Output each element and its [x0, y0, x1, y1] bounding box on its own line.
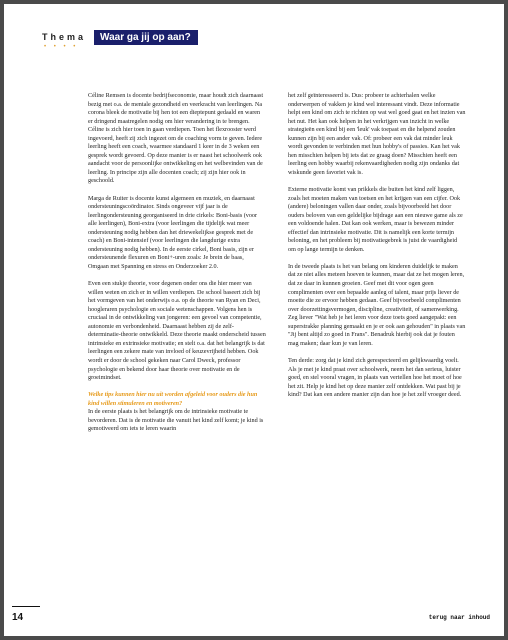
section-header [12, 26, 312, 50]
paragraph: In de tweede plaats is het van belang om kinderen duidelijk te maken dat ze niet alles meteen hoeven te kunnen, maar dat ze het mogen leren, dat ze daar in kunnen groeien. Geef met dit voor ogen geen complimenten over een bepaalde aanleg of talent, maar prijs liever de moeite die ze ervoor hebben gedaan. Geef bijvoorbeeld complimenten over doorzettingsvermogen, discipline, creativiteit, of samenwerking. Zeg liever "Wat heb je het leren voor deze toets goed aangepakt: een superstrakke planning gemaakt en je er ook aan gehouden" in plaats van "Jij bent altijd zo goed in Frans". Benadruk hierbij ook dat je fouten mag maken; daar kun je van leren. [288, 263, 466, 347]
section-label: Thema [42, 32, 87, 42]
section-dots: • • • • [44, 44, 79, 50]
paragraph: het zelf geïnteresseerd is. Dus: probeer te achterhalen welke onderwerpen of vakken je kind wel interessant vindt. Deze informatie helpt een kind om zich te richten op wat wel goed gaat en het inzien van het nut. Het kan ook helpen in het verkrijgen van inzicht in welke strategieën een kind bij een 'leuk' vak toepast en die helpend zouden kunnen zijn bij een ander vak. Of: probeer een vak dat minder leuk wordt gevonden te verbinden met hun hobby's of passies. Kan het vak hen misschien helpen bij iets dat ze graag doen? Misschien heeft een leerling een hobby waarbij rekenvaardigheden nodig zijn ondanks dat wiskunde geen favoriet vak is. [288, 93, 466, 176]
paragraph: Even een stukje theorie, voor degenen onder ons die hier meer van willen weten en zich er in willen verdiepen. De school baseert zich bij het vormgeven van het onderwijs o.a. op de theorie van Ryan en Deci, hoogleraren psychologie en sociale wetenschappen. Volgens hen is cruciaal in de ontwikkeling van jongeren: een gevoel van competentie, autonomie en verbondenheid. Daarnaast hebben zij de zelf-determinatie-theorie ontwikkeld. Deze theorie maakt onderscheid tussen intrinsieke en extrinsieke motivatie; en stelt o.a. dat het belangrijk is dat leerlingen een zekere mate van invloed of keuzevrijheid hebben. Ook wordt er door de school gekeken naar Carol Dweck, professor psychologie en bekend door haar theorie over motivatie en de groeimindset. [88, 281, 266, 382]
paragraph: In de eerste plaats is het belangrijk om de intrinsieke motivatie te bevorderen. Dat is de motivatie die vanuit het kind zelf komt; je kind is gemotiveerd om iets te leren waarin [88, 409, 264, 433]
left-column [88, 92, 266, 442]
page-number: 14 [12, 612, 24, 623]
highlight-question: Welke tips kunnen hier nu uit worden afgeleid voor ouders die hun kind willen stimuleren en motiveren? [88, 392, 258, 407]
paragraph: Marga de Ruiter is docente kunst algemeen en muziek, en daarnaast ondersteuningscoördinator. Sinds ongeveer vijf jaar is de leerlingondersteuning georganiseerd in drie cirkels: Boni-basis (voor alle leerlingen), Boni-extra (voor leerlingen die tijdelijk wat meer ondersteuning nodig hebben dan het driewekelijkse gesprek met de coach) en Boni-intensief (voor leerlingen die langdurige extra ondersteuning nodig hebben). In de eerste cirkel, Boni basis, zijn er ondersteunende flexuren en Boni+-uren zoals: Je brein de baas, Omgaan met Spanning en stress en Onderzoeker 2.0. [88, 195, 258, 270]
paragraph: Ten derde: zorg dat je kind zich gerespecteerd en gelijkwaardig voelt. Als je met je kind praat over schoolwerk, neem het dan serieus, luister goed, en stel vooral vragen, in plaats van vertellen hoe het moet of hoe het zit. Help je kind het op deze manier zelf ontdekken. Wat past bij je kind? Dat kan een andere manier zijn dan hoe je het zelf vroeger deed. [288, 357, 462, 399]
back-to-contents-link[interactable]: terug naar inhoud [428, 614, 490, 621]
paragraph: Céline Remsen is docente bedrijfseconomie, maar houdt zich daarnaast bezig met o.a. de mentale gezondheid en veerkracht van leerlingen. Na corona bleek de motivatie bij hen tot een dieptepunt gedaald en waren er dringend maatregelen nodig om hier verandering in te brengen. Céline is zich hier toen in gaan verdiepen. Toen het flexrooster werd ingevoerd, heeft zij zich ingezet om de coaching vorm te geven. Iedere leerling heeft een coach, waarmee standaard 1 keer in de 3 weken een gesprek wordt gevoerd. Op deze manier is er naast het schoolwerk ook aandacht voor de persoonlijke ontwikkeling en het welbevinden van de leerling. In principe zijn alle docenten coach; zij zijn hier ook in geschoold. [88, 93, 264, 185]
paragraph: Externe motivatie komt van prikkels die buiten het kind zelf liggen, zoals het moeten maken van toetsen en het krijgen van een cijfer. Ook (andere) beloningen vallen daar onder, zoals bijvoorbeeld het door ouders beloven van een geldelijke bijdrage aan een nieuwe game als ze een voldoende halen. Dat kan ook werken, maar is bewezen minder effectief dan intrinsieke motivatie. Dit is namelijk een korte termijn beloning, en het probleem bij motivatiegebrek is juist de vaardigheid om op lange termijn te denken. [288, 187, 463, 253]
right-column [288, 92, 466, 408]
magazine-page [4, 4, 504, 636]
article-title: Waar ga jij op aan? [94, 30, 198, 45]
page-number-rule [12, 606, 40, 607]
